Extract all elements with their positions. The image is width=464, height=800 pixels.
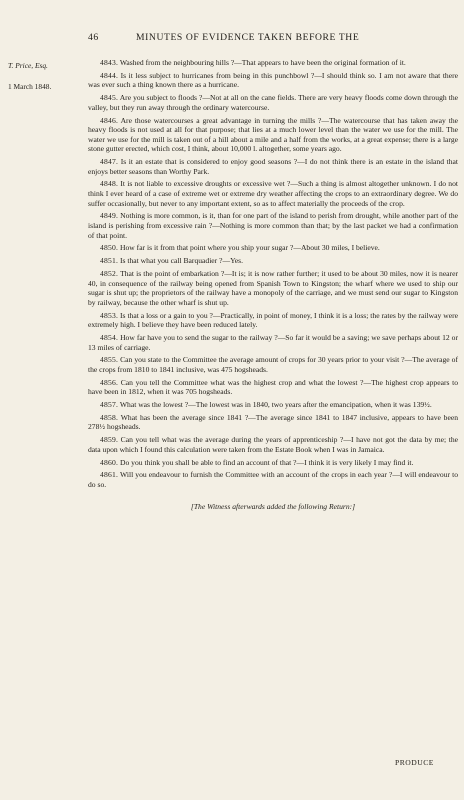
question-text: Is it less subject to hurricanes from being in this punchbowl ?—I should think so. I am not aware that there was ever such a thing known there as a hurricane. [88,70,459,90]
question-number: 4857. [100,400,119,410]
question-text: Is it an estate that is considered to enjoy good seasons ?—I do not think there is an estate in the island that enjoys better seasons than Worthy Park. [88,157,458,176]
question-text: How far is it from that point where you ship your sugar ?—About 30 miles, I believe. [120,243,380,253]
question-entry [88,256,458,266]
question-entry [88,378,458,397]
question-text: Are you subject to floods ?—Not at all on the cane fields. There are very heavy floods come down through the valley, but they run away through the ordinary watercourse. [88,93,458,112]
question-text: Can you tell the Committee what was the highest crop and what the lowest ?—The highest crop appears to have been in 1812, when it was 705 hogsheads. [88,377,458,397]
question-text: Can you state to the Committee the average amount of crops for 30 years prior to your visit ?—The average of the crops from 1810 to 1841 inclusive, was 475 hogsheads. [88,355,458,374]
question-number: 4843. [100,58,119,67]
question-entry [88,470,458,489]
question-entry [88,116,458,154]
question-entry [88,243,458,253]
question-text: Washed from the neighbouring hills ?—That appears to have been the original formation of it. [119,58,406,67]
question-number: 4858. [100,412,119,422]
question-number: 4853. [100,310,119,320]
question-text: How far have you to send the sugar to the railway ?—So far it would be a saving; we save perhaps about 12 or 13 miles of carriage. [88,332,458,352]
question-entry [88,211,458,240]
question-entry [88,355,458,374]
margin-witness: T. Price, Esq. [8,61,48,70]
question-text: What has been the average since 1841 ?—The average since 1841 to 1847 inclusive, appears to have been 278½ hogsheads. [88,412,459,432]
question-text: What was the lowest ?—The lowest was in 1840, two years after the emancipation, when it was 139½. [119,400,432,410]
question-number: 4845. [100,93,119,103]
question-number: 4855. [100,355,119,365]
question-number: 4848. [100,179,119,189]
question-entry [88,311,458,330]
question-number: 4861. [100,470,119,480]
question-entry [88,179,458,208]
evidence-body [88,58,458,511]
question-number: 4854. [100,332,119,342]
question-entry [88,435,458,454]
question-entry [88,71,458,90]
question-entry [88,400,458,410]
catchword: PRODUCE [395,758,434,767]
question-number: 4856. [100,377,119,387]
question-number: 4847. [100,157,119,167]
question-number: 4851. [100,256,119,266]
question-number: 4850. [100,243,119,253]
question-text: Can you tell what was the average during the years of apprenticeship ?—I have not got the data by me; the data upon which I found this calculation were taken from the Estate Book when I was in Jamaica. [88,435,458,454]
question-number: 4852. [100,268,119,278]
question-entry [88,93,458,112]
question-text: Are those watercourses a great advantage in turning the mills ?—The watercourse that has taken away the heavy floods is not used at all for that purpose; that lies at a much lower level than the water we use for the mill. The water we use for the mill is taken out of a hill about a mile and a half from the works, at a great expense; there is a large stone gutter erected, which cost, I think, about 10,000 l. altogether, some years ago. [88,115,458,154]
margin-date: 1 March 1848. [8,82,52,91]
question-text: It is not liable to excessive droughts or excessive wet ?—Such a thing is almost altogether unknown. I do not think I ever heard of a case of extreme wet or extreme dry weather affecting the crops to an extraordinary degree. We do suffer occasionally, but never to any important extent, so as to affect materially the proceeds of the crop. [88,179,458,208]
question-entry [88,269,458,307]
question-text: That is the point of embarkation ?—It is; it is now rather further; it used to be about 30 miles, now it is nearer 40, in consequence of the railway being opened from Spanish Town to Kingston; the wharf where we used to ship our sugar is shut up; the proprietors of the railway have a monopoly of the carriage, and we must send our sugar to Kingston by railway, because the other wharf is shut up. [88,268,458,307]
question-text: Is that a loss or a gain to you ?—Practically, in point of money, I think it is a loss; the rates by the railway were extremely high. I believe they have been reduced lately. [88,310,458,330]
question-entry [88,58,458,68]
question-text: Nothing is more common, is it, than for one part of the island to perish from drought, while another part of the island is perishing from excessive rain ?—Nothing is more common than that; by the last packet we had a confirmation of that point. [88,211,458,240]
page-number: 46 [88,32,99,43]
question-number: 4846. [100,115,119,125]
question-entry [88,333,458,352]
question-entry [88,458,458,468]
question-text: Will you endeavour to furnish the Committee with an account of the crops in each year ?—I will endeavour to do so. [88,470,458,489]
entries-list [88,58,458,490]
question-number: 4860. [100,457,119,467]
running-title: MINUTES OF EVIDENCE TAKEN BEFORE THE [136,32,360,43]
question-entry [88,157,458,176]
question-number: 4844. [100,70,119,80]
question-number: 4849. [100,211,119,221]
return-note: [The Witness afterwards added the following Return:] [190,501,356,511]
question-text: Is that what you call Barquadier ?—Yes. [120,256,244,266]
question-text: Do you think you shall be able to find an account of that ?—I think it is very likely I may find it. [120,457,414,467]
question-number: 4859. [100,435,119,445]
question-entry [88,413,458,432]
